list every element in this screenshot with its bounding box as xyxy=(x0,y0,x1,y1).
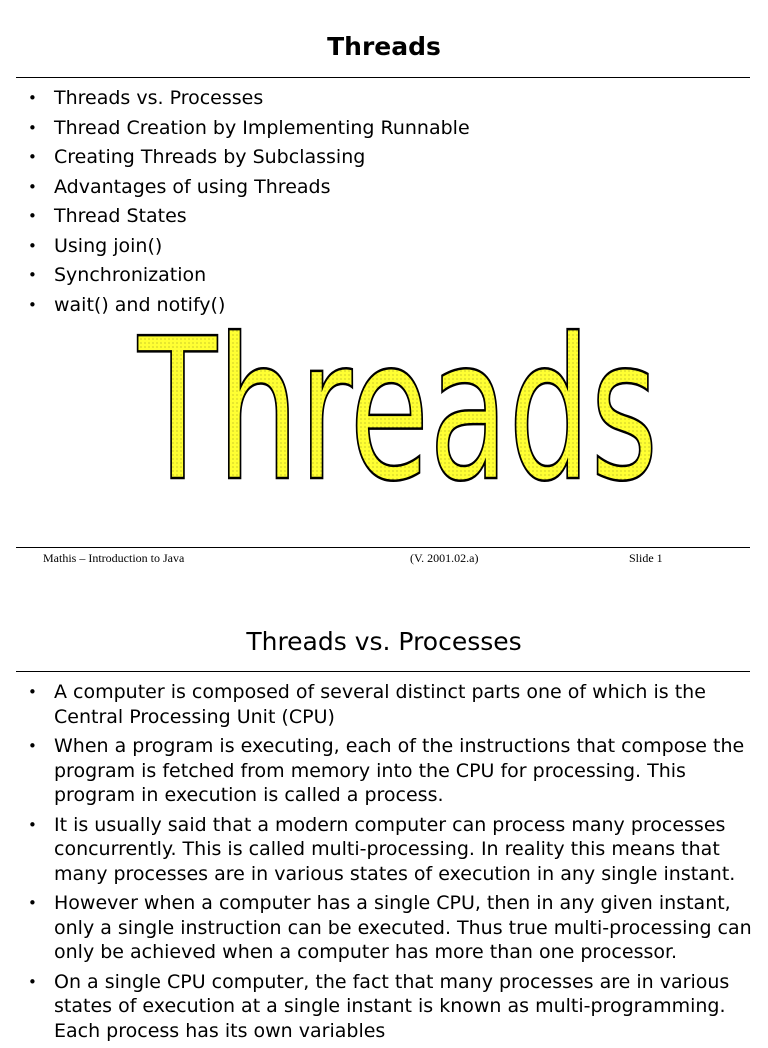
wordart-text: Threads xyxy=(137,297,658,502)
list-item: • It is usually said that a modern computer can process many processes concurrently. This is called multi-processing. In reality this means that many processes are in various states of execution in any single instant. xyxy=(18,813,754,887)
list-item: • However when a computer has a single CPU, then in any given instant, only a single instruction can be executed. Thus true multi-processing can only be achieved when a computer has more than one processor. xyxy=(18,891,754,965)
footer-version: (V. 2001.02.a) xyxy=(410,551,479,565)
title-divider xyxy=(16,671,750,672)
list-item: • Threads vs. Processes xyxy=(18,84,470,114)
list-item: • Advantages of using Threads xyxy=(18,173,470,203)
list-item: • When a program is executing, each of the instructions that compose the program is fetched from memory into the CPU for processing. This program in execution is called a process. xyxy=(18,734,754,808)
footer-slide-number: Slide 1 xyxy=(629,551,663,565)
list-item: • wait() and notify() xyxy=(18,291,470,321)
list-item: • Using join() xyxy=(18,232,470,262)
slide-title: Threads vs. Processes xyxy=(246,627,522,656)
footer-divider xyxy=(16,547,750,548)
title-divider xyxy=(16,77,750,78)
slide-title: Threads xyxy=(327,32,441,61)
list-item: • Synchronization xyxy=(18,261,470,291)
threads-wordart xyxy=(128,282,668,502)
footer-author: Mathis – Introduction to Java xyxy=(43,551,185,565)
content-list xyxy=(18,680,754,1048)
list-item: • On a single CPU computer, the fact that many processes are in various states of execution at a single instant is known as multi-programming. Each process has its own variables xyxy=(18,970,754,1044)
list-item: • Thread States xyxy=(18,202,470,232)
list-item: • Thread Creation by Implementing Runnable xyxy=(18,114,470,144)
list-item: • Creating Threads by Subclassing xyxy=(18,143,470,173)
list-item: • A computer is composed of several distinct parts one of which is the Central Processing Unit (CPU) xyxy=(18,680,754,729)
